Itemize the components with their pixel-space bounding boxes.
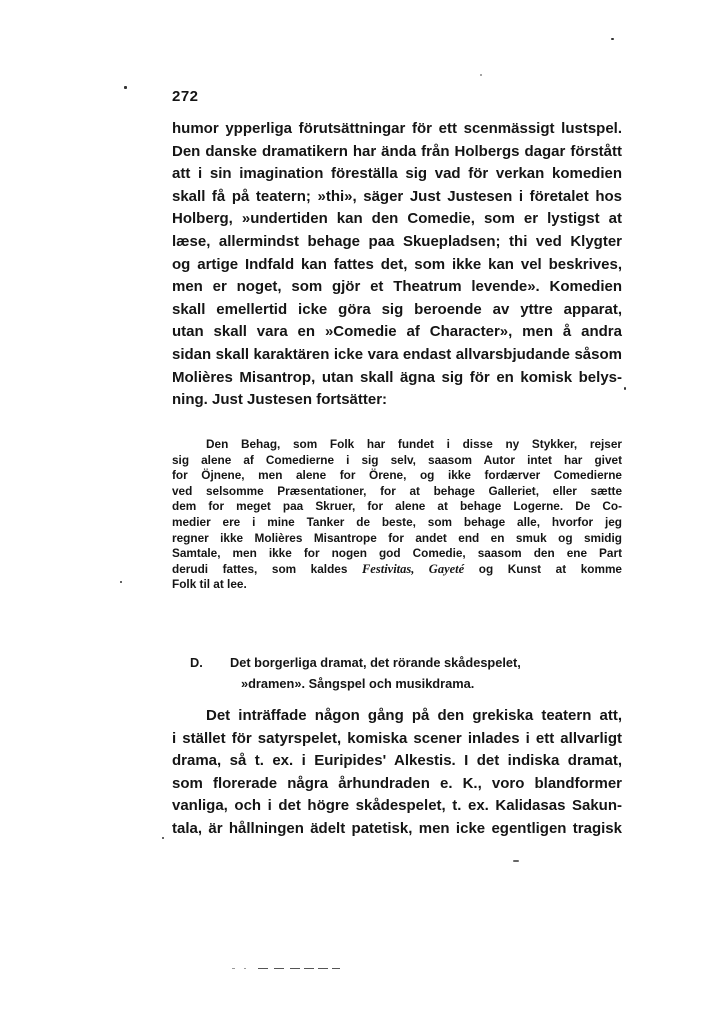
text-line: Molières Misantrop, utan skall ägna sig för en komisk belys- <box>172 368 622 386</box>
quote-text: og Kunst at komme <box>478 561 622 576</box>
quote-line: regner ikke Molières Misantrope for andet end en smuk og smidig <box>172 530 622 545</box>
section-letter: D. <box>190 655 203 670</box>
body-paragraph-2 <box>172 705 622 841</box>
text-line: skall få på teatern; »thi», säger Just Justesen i företalet hos <box>172 187 622 205</box>
text-line: sidan skall karaktären icke vara endast allvarsbjudande såsom <box>172 345 622 363</box>
text-line: i stället för satyrspelet, komiska scener inlades i ett allvarligt <box>172 729 622 747</box>
quote-line: medier ere i mine Tanker de beste, som behage alle, hvorfor jeg <box>172 514 622 529</box>
section-title-line-2: »dramen». Sångspel och musikdrama. <box>241 676 475 691</box>
quote-line: sig alene af Comedierne i sig selv, saasom Autor intet har givet <box>172 452 622 467</box>
text-line: tala, är hållningen ädelt patetisk, men icke egentligen tragisk <box>172 819 622 837</box>
text-line: att i sin imagination föreställa sig vad för verkan komedien <box>172 165 622 183</box>
scan-speck <box>120 581 122 583</box>
quote-line: Samtale, men ikke for nogen god Comedie, saasom den ene Part <box>172 546 622 561</box>
block-quote <box>172 437 622 593</box>
text-line: Holberg, »undertiden kan den Comedie, som er lystigst at <box>172 210 622 228</box>
text-line: og artige Indfald kan fattes det, som ikke kan vel beskrives, <box>172 255 622 273</box>
section-heading-line-1 <box>190 652 620 673</box>
scan-speck <box>124 86 127 89</box>
quote-line: ved selsomme Præsentationer, for at behage Galleriet, eller sætte <box>172 483 622 498</box>
text-line: læse, allermindst behage paa Skuepladsen; thi ved Klygter <box>172 232 622 250</box>
quote-line-with-italics <box>172 562 622 578</box>
quote-line: Folk til at lee. <box>172 577 247 592</box>
text-line: Det inträffade någon gång på den grekiska teatern att, <box>206 707 622 724</box>
page-number: 272 <box>172 88 199 105</box>
text-line: Den danske dramatikern har ända från Holbergs dagar förstått <box>172 142 622 160</box>
text-line: utan skall vara en »Comedie af Character», men å andra <box>172 323 622 341</box>
scan-speck <box>162 837 164 839</box>
section-heading <box>190 652 620 694</box>
text-line: ning. Just Justesen fortsätter: <box>172 391 388 409</box>
text-line: skall emellertid icke göra sig beroende av yttre apparat, <box>172 300 622 318</box>
quote-line: dem for meget paa Skruer, for alene at behage Logerne. De Co- <box>172 499 622 514</box>
quote-line: for Öjnene, men alene for Örene, og ikke fordærver Comedierne <box>172 468 622 483</box>
text-line: som florerade några århundraden e. K., voro blandformer <box>172 774 622 792</box>
body-paragraph-1 <box>172 118 622 412</box>
scan-speck <box>513 860 519 862</box>
text-line: humor ypperliga förutsättningar för ett scenmässigt lustspel. <box>172 120 622 137</box>
text-line: men er noget, som gjör et Theatrum levende». Komedien <box>172 278 622 296</box>
scan-speck <box>611 38 614 40</box>
quote-italic-text: Festivitas, Gayeté <box>361 561 465 576</box>
scan-speck <box>480 74 482 76</box>
scan-footer-marks <box>232 966 352 972</box>
text-line: drama, så t. ex. i Euripides' Alkestis. I det indiska dramat, <box>172 752 622 770</box>
quote-text: derudi fattes, som kaldes <box>172 561 348 576</box>
text-line: vanliga, och i det högre skådespelet, t. ex. Kalidasas Sakun- <box>172 797 622 815</box>
quote-line: Den Behag, som Folk har fundet i disse ny Stykker, rejser <box>206 437 622 451</box>
section-title-line-1: Det borgerliga dramat, det rörande skådespelet, <box>230 655 521 670</box>
scan-speck <box>624 387 626 390</box>
